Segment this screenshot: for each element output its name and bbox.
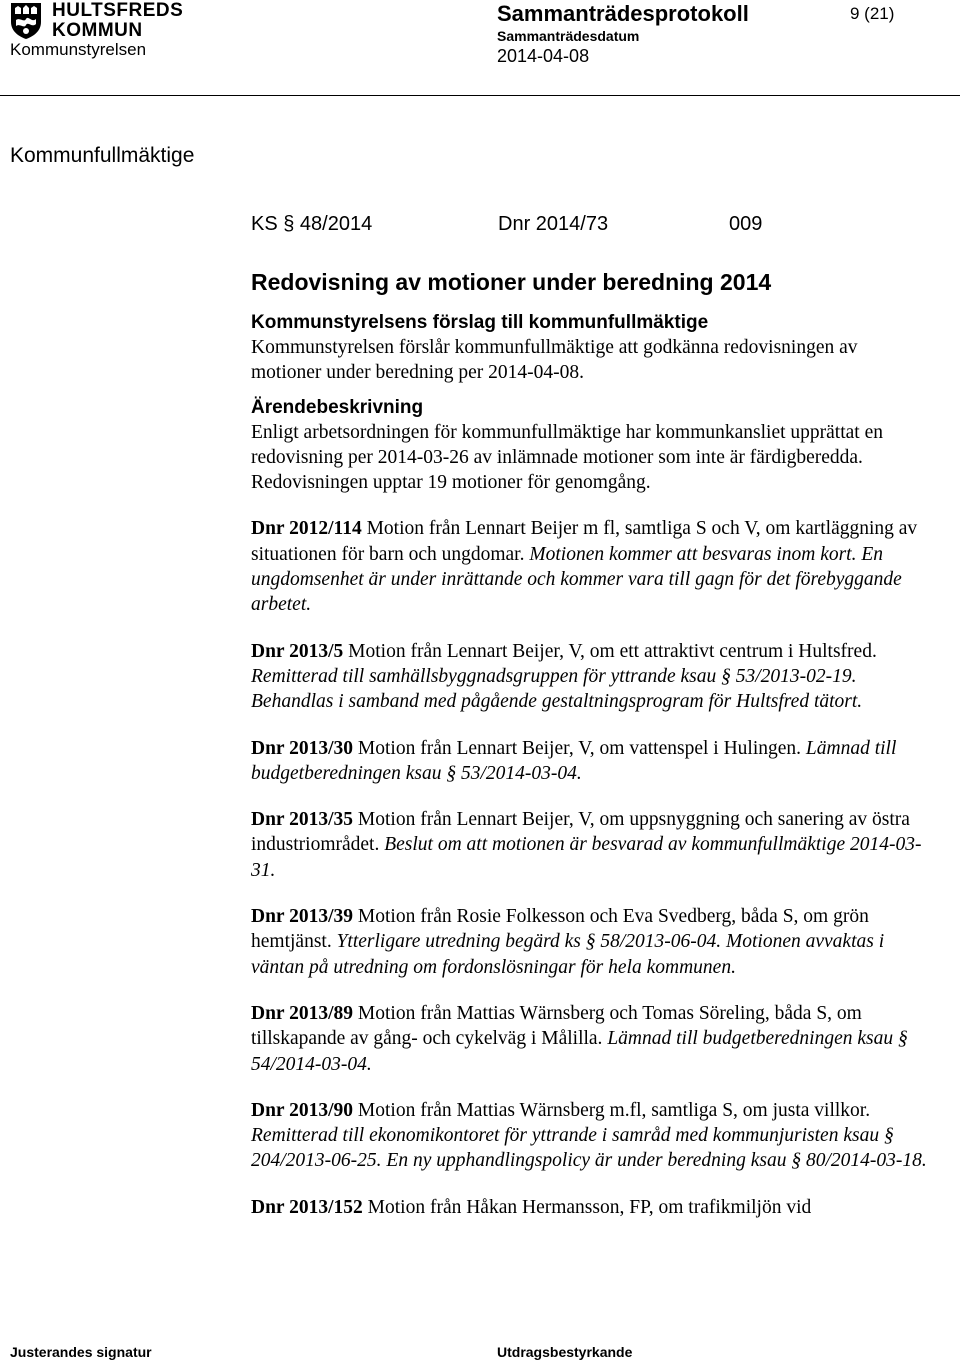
proposal-text: Kommunstyrelsen förslår kommunfullmäktige att godkänna redovisningen av motioner under beredning per 2014-04-08. (251, 337, 858, 384)
organisation-name: Kommunstyrelsen (10, 40, 147, 59)
motion-text: Motion från Lennart Beijer, V, om vattenspel i Hulingen. (353, 737, 806, 759)
motion-item (251, 1098, 931, 1174)
motion-item (251, 1001, 931, 1077)
document-title: Sammanträdesprotokoll (497, 1, 749, 26)
motion-dnr: Dnr 2013/90 (251, 1099, 354, 1121)
logo-text-line2: KOMMUN (52, 20, 143, 41)
archive-code: 009 (729, 213, 763, 235)
motion-item (251, 904, 931, 980)
motion-text: Motion från Mattias Wärnsberg och Tomas Söreling, båda S, om tillskapande av gång- och cykelväg i Målilla. (251, 1002, 862, 1050)
document-body (251, 213, 931, 1220)
motion-dnr: Dnr 2013/89 (251, 1002, 354, 1024)
motion-text: Motion från Mattias Wärnsberg m.fl, samtliga S, om justa villkor. (353, 1099, 871, 1121)
motion-status: Lämnad till budgetberedningen ksau § 53/2014-03-04. (251, 737, 897, 784)
motion-status: Ytterligare utredning begärd ks § 58/2013-06-04. Motionen avvaktas i väntan på utredning om fordonslösningar för hela kommunen. (251, 931, 885, 978)
motion-status: Remitterad till ekonomikontoret för yttrande i samråd med kommunjuristen ksau § 204/2013-06-25. En ny upphandlingspolicy är under beredning ksau § 80/2014-03-18. (251, 1125, 927, 1172)
extract-certification-label: Utdragsbestyrkande (497, 1344, 633, 1360)
motion-text: Motion från Håkan Hermansson, FP, om trafikmiljön vid (362, 1196, 812, 1218)
diary-number: Dnr 2014/73 (498, 213, 609, 235)
page-number: 9 (21) (850, 4, 895, 23)
motion-status: Remitterad till samhällsbyggnadsgruppen för yttrande ksau § 53/2013-02-19. Behandlas i samband med pågående gestaltningsprogram för Hultsfred tätort. (251, 665, 863, 713)
motion-item (251, 516, 931, 617)
meeting-date: 2014-04-08 (497, 46, 590, 66)
municipality-logo (10, 2, 190, 40)
motion-item (251, 639, 931, 715)
proposal-heading: Kommunstyrelsens förslag till kommunfullmäktige (251, 312, 709, 333)
motion-status: Beslut om att motionen är besvarad av kommunfullmäktige 2014-03-31. (251, 834, 922, 881)
motion-dnr: Dnr 2013/5 (251, 640, 344, 662)
motion-status: Lämnad till budgetberedningen ksau § 54/2014-03-04. (251, 1028, 908, 1075)
ks-paragraph-number: KS § 48/2014 (251, 213, 373, 235)
header-divider (0, 95, 960, 96)
logo-text-line1: HULTSFREDS (52, 0, 184, 21)
motion-item (251, 807, 931, 883)
motion-dnr: Dnr 2013/152 (251, 1196, 363, 1218)
motion-text: Motion från Lennart Beijer, V, om ett attraktivt centrum i Hultsfred. (343, 640, 877, 662)
description-text: Enligt arbetsordningen för kommunfullmäktige har kommunkansliet upprättat en redovisning per 2014-03-26 av inlämnade motioner som inte är färdigberedda. Redovisningen upptar 19 motioner för genomgång. (251, 421, 883, 494)
description-heading: Ärendebeskrivning (251, 396, 424, 418)
motion-dnr: Dnr 2013/39 (251, 906, 354, 928)
motion-item (251, 736, 931, 787)
meeting-date-label: Sammanträdesdatum (497, 28, 640, 44)
motion-text: Motion från Lennart Beijer, V, om uppsnyggning och sanering av östra industriområdet. (251, 809, 910, 856)
motion-item (251, 1195, 931, 1220)
recipient: Kommunfullmäktige (10, 144, 195, 167)
motion-text: Motion från Rosie Folkesson och Eva Svedberg, båda S, om grön hemtjänst. (251, 906, 869, 953)
motion-dnr: Dnr 2013/35 (251, 809, 354, 831)
motion-status: Motionen kommer att besvaras inom kort. En ungdomsenhet är under inrättande och kommer vara till gagn för det förebyggande arbetet. (251, 543, 902, 616)
motion-dnr: Dnr 2013/30 (251, 737, 354, 759)
case-reference (251, 213, 931, 241)
signature-label: Justerandes signatur (10, 1344, 152, 1360)
motion-dnr: Dnr 2012/114 (251, 518, 362, 540)
motion-text: Motion från Lennart Beijer m fl, samtliga S och V, om kartläggning av situationen för barn och ungdomar. (251, 518, 918, 565)
case-title: Redovisning av motioner under beredning 2014 (251, 269, 772, 295)
crest-icon (10, 2, 42, 40)
motion-list (251, 516, 931, 1220)
